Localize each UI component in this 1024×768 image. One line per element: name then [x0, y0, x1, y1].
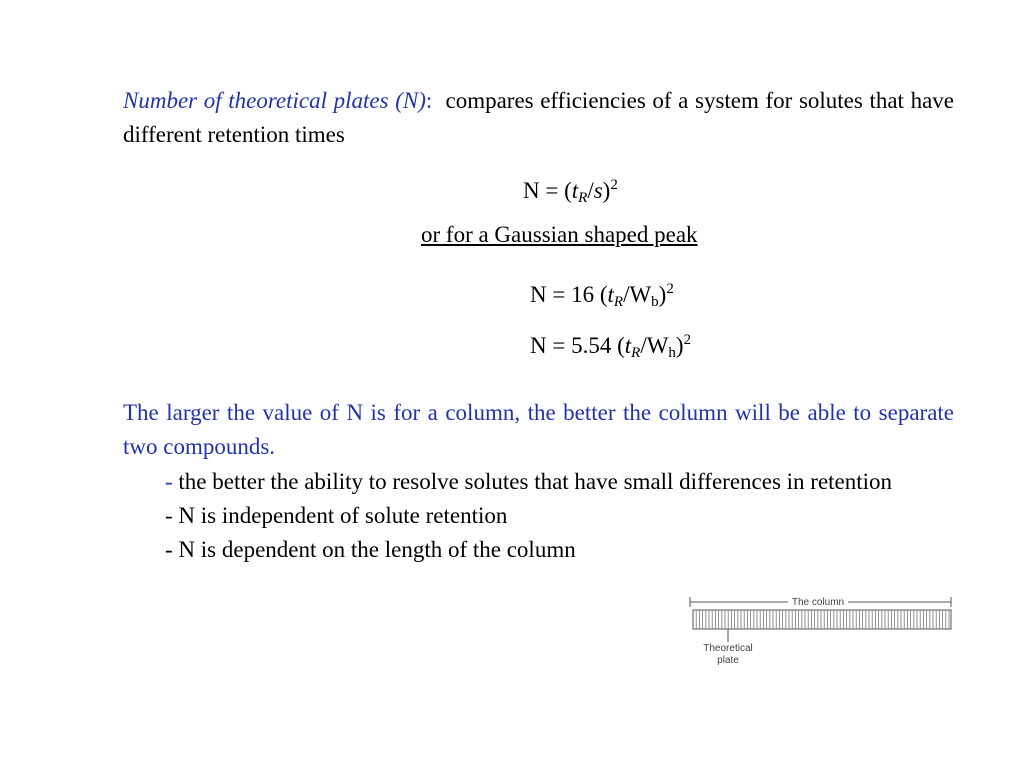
formula1-s: s — [593, 178, 603, 203]
formula1-exp: 2 — [610, 177, 618, 193]
term-theoretical-plates: Number of theoretical plates (N) — [123, 88, 426, 113]
gaussian-note: or for a Gaussian shaped peak — [421, 222, 698, 247]
formula2-w: /W — [623, 282, 652, 307]
formula3-close: ) — [675, 333, 684, 358]
formula1-t: t — [571, 178, 579, 203]
formula3-lhs: N = 5.54 ( — [530, 333, 625, 358]
conclusion-paragraph: The larger the value of N is for a column, the better the column will be able to separate two compounds. — [123, 400, 954, 459]
formula1-lhs: N = ( — [523, 178, 572, 203]
term-definition: compares efficiencies of a system for solutes that have different retention times — [123, 88, 954, 147]
column-diagram — [688, 592, 954, 672]
formula3-sub-r: R — [631, 345, 641, 361]
formula1-slash: / — [587, 178, 594, 203]
bullet-list — [165, 465, 954, 567]
formula2-sub-r: R — [613, 294, 624, 310]
formula-n-half-height — [530, 331, 691, 361]
term-colon: : — [425, 88, 433, 113]
plate-label-line1: Theoretical — [703, 643, 753, 654]
bullet-item: - N is independent of solute retention — [165, 503, 508, 528]
formula-n-basic — [523, 176, 618, 206]
formula3-exp: 2 — [683, 332, 692, 348]
formula1-close: ) — [602, 178, 611, 203]
formula3-t: t — [624, 333, 632, 358]
plate-label-line2: plate — [717, 655, 739, 666]
formula3-w: /W — [640, 333, 669, 358]
bullet-text-resolve: the better the ability to resolve solutes that have small differences in retention — [172, 469, 893, 494]
formula3-sub-h: h — [668, 345, 676, 361]
bullet-item: - N is dependent on the length of the column — [165, 537, 576, 562]
formula2-t: t — [607, 282, 614, 307]
bullet-item: - the better the ability to resolve solutes that have small differences in retention — [165, 469, 893, 494]
formula-n-base-width — [530, 280, 674, 310]
formula2-exp: 2 — [666, 281, 674, 297]
formula2-close: ) — [658, 282, 667, 307]
formula2-lhs: N = 16 ( — [530, 282, 608, 307]
intro-paragraph — [123, 84, 954, 152]
formula2-sub-b: b — [651, 294, 659, 310]
formula1-sub-r: R — [578, 190, 588, 206]
column-label: The column — [791, 597, 845, 608]
